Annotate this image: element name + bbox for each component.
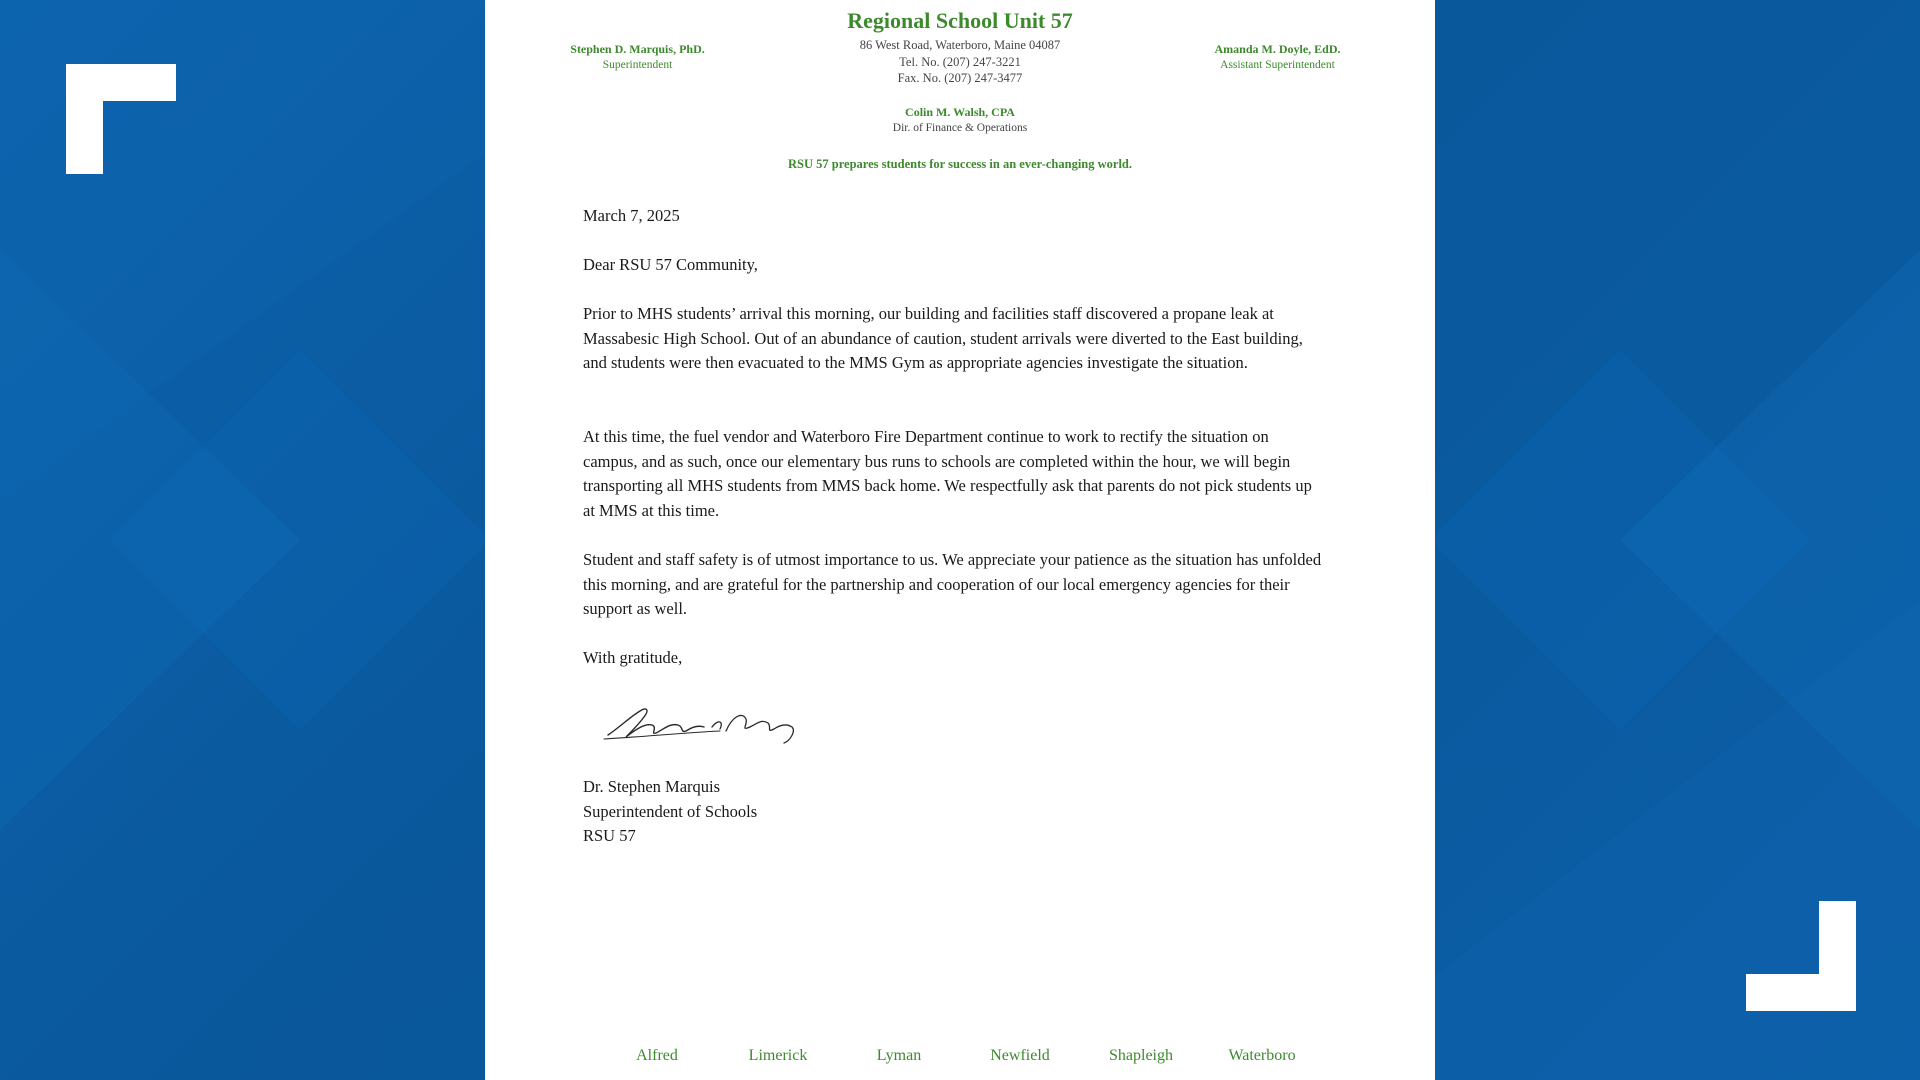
letterhead-superintendent [550, 42, 725, 71]
signature-name: Dr. Stephen Marquis [583, 777, 721, 796]
corner-bracket-bottom-right-vertical [1819, 901, 1856, 1011]
handwritten-signature [600, 697, 820, 747]
signature-title: Superintendent of Schools [583, 801, 758, 821]
letterhead-assistant-superintendent [1185, 42, 1370, 71]
letter-paragraph-1 [583, 302, 1323, 376]
letterhead-fax: Fax. No. (207) 247-3477 [897, 71, 1023, 85]
town-name: Shapleigh [1109, 1047, 1173, 1064]
letter-paragraph-2 [583, 425, 1323, 523]
paragraph-text: Prior to MHS students’ arrival this morning, our building and facilities staff discovered a propane leak at Massabesic High School. Out of an abundance of caution, student arrivals were diverted to the East building, and students were then evacuated to the MMS Gym as appropriate agencies investigate the situation. [583, 304, 1303, 372]
letter-salutation: Dear RSU 57 Community, [583, 255, 758, 274]
letterhead-title: Regional School Unit 57 [847, 8, 1073, 33]
town-name: Waterboro [1228, 1047, 1296, 1064]
town-name: Newfield [990, 1047, 1050, 1064]
paragraph-text: Student and staff safety is of utmost importance to us. We appreciate your patience as the situation has unfolded this morning, and are grateful for the partnership and cooperation of our local emergency agencies for their support as well. [583, 550, 1322, 618]
letterhead-tel: Tel. No. (207) 247-3221 [899, 55, 1021, 69]
signature-block [583, 775, 1323, 849]
town-name: Limerick [748, 1047, 808, 1064]
corner-bracket-top-left-vertical [66, 64, 103, 174]
letter-paragraph-3 [583, 548, 1323, 622]
finance-director-role: Dir. of Finance & Operations [892, 122, 1028, 134]
letter-document [485, 0, 1435, 1080]
letter-closing: With gratitude, [583, 648, 683, 667]
paragraph-text: At this time, the fuel vendor and Waterboro Fire Department continue to work to rectify the situation on campus, and as such, once our elementary bus runs to schools are completed within the hour, we will begin transporting all MHS students from MMS back home. We respectfully ask that parents do not pick students up at MMS at this time. [583, 427, 1312, 520]
letterhead-address: 86 West Road, Waterboro, Maine 04087 [859, 38, 1061, 52]
letterhead-motto: RSU 57 prepares students for success in an ever-changing world. [788, 157, 1132, 171]
superintendent-name: Stephen D. Marquis, PhD. [570, 42, 705, 56]
letterhead [485, 0, 1435, 180]
town-name: Lyman [876, 1047, 922, 1064]
signature-org: RSU 57 [583, 826, 636, 845]
superintendent-role: Superintendent [602, 59, 673, 71]
letter-date: March 7, 2025 [583, 206, 680, 225]
finance-director-name: Colin M. Walsh, CPA [905, 105, 1015, 119]
letterhead-finance-director [485, 105, 1435, 134]
town-name: Alfred [636, 1047, 678, 1064]
assistant-superintendent-role: Assistant Superintendent [1220, 59, 1335, 71]
assistant-superintendent-name: Amanda M. Doyle, EdD. [1214, 42, 1341, 56]
